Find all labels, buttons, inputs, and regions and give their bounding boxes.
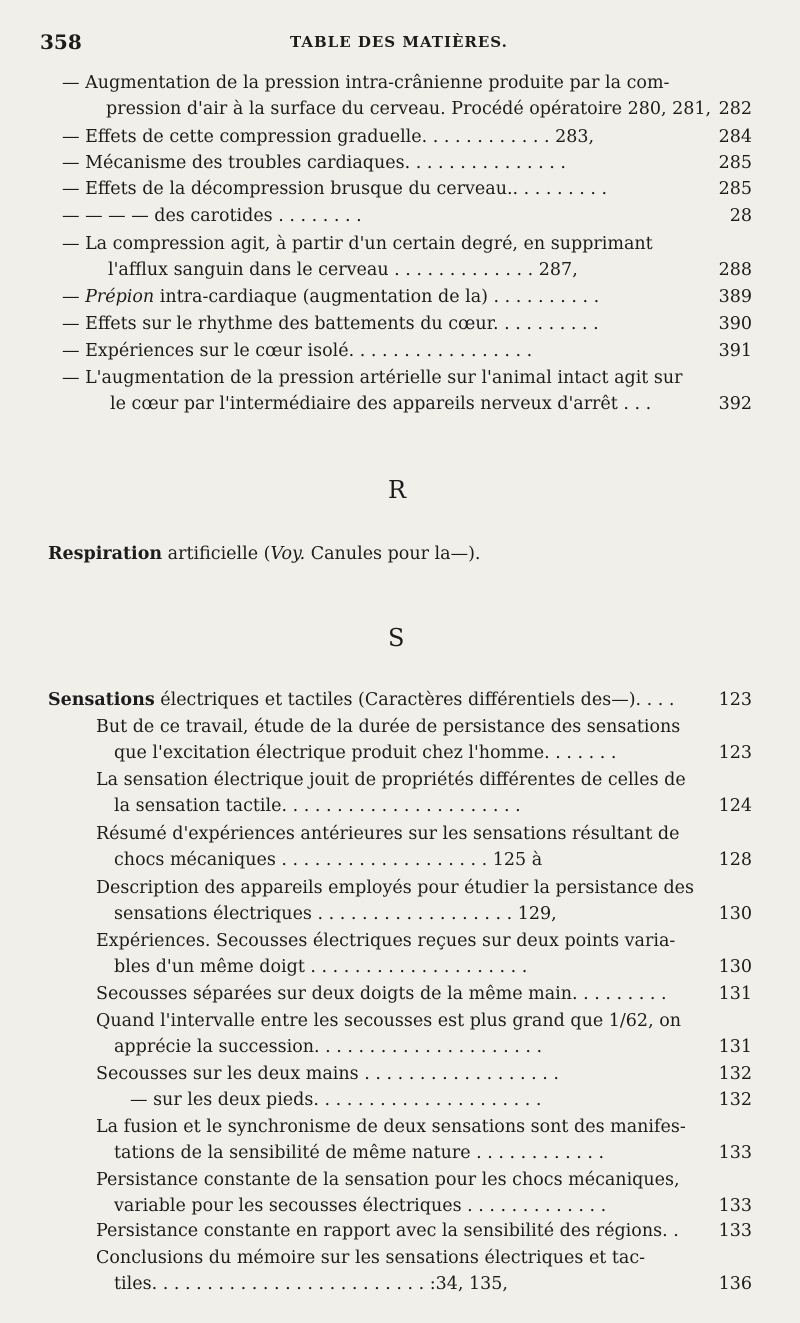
entry-p-5: — — — — des carotides . . . . . . . . bbox=[62, 206, 362, 226]
entry-p-10-page: 392 bbox=[718, 394, 752, 414]
entry-s-1-line-1: But de ce travail, étude de la durée de persistance des sensations bbox=[96, 717, 681, 737]
entry-p-7-page: 389 bbox=[718, 287, 752, 307]
entry-p-4: — Effets de la décompression brusque du cerveau.. . . . . . . . . bbox=[62, 179, 608, 199]
entry-s-7-page: 131 bbox=[718, 1037, 752, 1057]
entry-p-5-page: 28 bbox=[729, 206, 752, 226]
entry-s-12: Persistance constante en rapport avec la sensibilité des régions. . bbox=[96, 1221, 679, 1241]
entry-s-10-page: 133 bbox=[718, 1143, 752, 1163]
entry-s-1-line-2: que l'excitation électrique produit chez l'homme. . . . . . . bbox=[114, 743, 617, 763]
entry-p-10-line-1: — L'augmentation de la pression artérielle sur l'animal intact agit sur bbox=[62, 368, 683, 388]
entry-p-9: — Expériences sur le cœur isolé. . . . . . . . . . . . . . . . . bbox=[62, 341, 533, 361]
entry-s-4-page: 130 bbox=[718, 904, 752, 924]
prepion-term: Prépion bbox=[85, 287, 155, 307]
entry-p-1-line-2: pression d'air à la surface du cerveau. Procédé opératoire 280, 281, bbox=[106, 99, 712, 119]
entry-p-6-line-1: — La compression agit, à partir d'un certain degré, en supprimant bbox=[62, 234, 653, 254]
entry-s-8-page: 132 bbox=[718, 1064, 752, 1084]
entry-s-13-page: 136 bbox=[718, 1274, 752, 1294]
entry-s-5-line-2: bles d'un même doigt . . . . . . . . . . . . . . . . . . . . bbox=[114, 957, 528, 977]
running-title: TABLE DES MATIÈRES. bbox=[290, 33, 508, 51]
section-letter-s: S bbox=[388, 624, 405, 652]
entry-p-1-page: 282 bbox=[718, 99, 752, 119]
page-number: 358 bbox=[40, 30, 82, 54]
entry-s-1-page: 123 bbox=[718, 743, 752, 763]
entry-p-4-page: 285 bbox=[718, 179, 752, 199]
entry-p-6-page: 288 bbox=[718, 260, 752, 280]
entry-s-7-line-1: Quand l'intervalle entre les secousses est plus grand que 1/62, on bbox=[96, 1011, 682, 1031]
entry-s-8: Secousses sur les deux mains . . . . . . . . . . . . . . . . . . bbox=[96, 1064, 559, 1084]
entry-s-3-line-1: Résumé d'expériences antérieures sur les sensations résultant de bbox=[96, 824, 680, 844]
entry-s-9: — sur les deux pieds. . . . . . . . . . . . . . . . . . . . . bbox=[130, 1090, 542, 1110]
entry-s-5-line-1: Expériences. Secousses électriques reçues sur deux points varia- bbox=[96, 931, 676, 951]
entry-s-2-line-2: la sensation tactile. . . . . . . . . . . . . . . . . . . . . . bbox=[114, 796, 521, 816]
entry-s-11-page: 133 bbox=[718, 1196, 752, 1216]
entry-sensations: Sensations électriques et tactiles (Caractères différentiels des—). . . . bbox=[48, 690, 675, 710]
entry-s-3-page: 128 bbox=[718, 850, 752, 870]
entry-p-9-page: 391 bbox=[718, 341, 752, 361]
entry-s-4-line-1: Description des appareils employés pour étudier la persistance des bbox=[96, 878, 694, 898]
entry-s-13-line-2: tiles. . . . . . . . . . . . . . . . . . . . . . . . . :34, 135, bbox=[114, 1274, 508, 1294]
entry-p-8-page: 390 bbox=[718, 314, 752, 334]
entry-p-7: — Prépion intra-cardiaque (augmentation de la) . . . . . . . . . . bbox=[62, 287, 600, 307]
entry-s-6-page: 131 bbox=[718, 984, 752, 1004]
entry-s-4-line-2: sensations électriques . . . . . . . . . . . . . . . . . . 129, bbox=[114, 904, 557, 924]
entry-s-11-line-2: variable pour les secousses électriques . . . . . . . . . . . . . bbox=[114, 1196, 607, 1216]
entry-s-10-line-1: La fusion et le synchronisme de deux sensations sont des manifes- bbox=[96, 1117, 686, 1137]
entry-sensations-page: 123 bbox=[718, 690, 752, 710]
entry-p-6-line-2: l'afflux sanguin dans le cerveau . . . . . . . . . . . . . 287, bbox=[108, 260, 578, 280]
section-letter-r: R bbox=[388, 476, 407, 504]
entry-p-10-line-2: le cœur par l'intermédiaire des appareils nerveux d'arrêt . . . bbox=[110, 394, 652, 414]
entry-s-10-line-2: tations de la sensibilité de même nature . . . . . . . . . . . . bbox=[114, 1143, 605, 1163]
entry-p-3: — Mécanisme des troubles cardiaques. . . . . . . . . . . . . . . bbox=[62, 153, 566, 173]
entry-s-5-page: 130 bbox=[718, 957, 752, 977]
entry-s-2-line-1: La sensation électrique jouit de propriétés différentes de celles de bbox=[96, 770, 686, 790]
entry-p-2: — Effets de cette compression graduelle. . . . . . . . . . . . 283, bbox=[62, 127, 595, 147]
entry-s-11-line-1: Persistance constante de la sensation pour les chocs mécaniques, bbox=[96, 1170, 680, 1190]
entry-s-7-line-2: apprécie la succession. . . . . . . . . . . . . . . . . . . . . bbox=[114, 1037, 543, 1057]
entry-s-12-page: 133 bbox=[718, 1221, 752, 1241]
entry-p-8: — Effets sur le rhythme des battements du cœur. . . . . . . . . . bbox=[62, 314, 599, 334]
entry-p-2-page: 284 bbox=[718, 127, 752, 147]
entry-s-6: Secousses séparées sur deux doigts de la même main. . . . . . . . . bbox=[96, 984, 667, 1004]
entry-s-9-page: 132 bbox=[718, 1090, 752, 1110]
entry-p-3-page: 285 bbox=[718, 153, 752, 173]
entry-s-2-page: 124 bbox=[718, 796, 752, 816]
entry-respiration: Respiration artificielle (Voy. Canules pour la—). bbox=[48, 544, 481, 564]
entry-s-3-line-2: chocs mécaniques . . . . . . . . . . . . . . . . . . . 125 à bbox=[114, 850, 543, 870]
entry-s-13-line-1: Conclusions du mémoire sur les sensations électriques et tac- bbox=[96, 1248, 646, 1268]
entry-p-1-line-1: — Augmentation de la pression intra-crânienne produite par la com- bbox=[62, 73, 670, 93]
